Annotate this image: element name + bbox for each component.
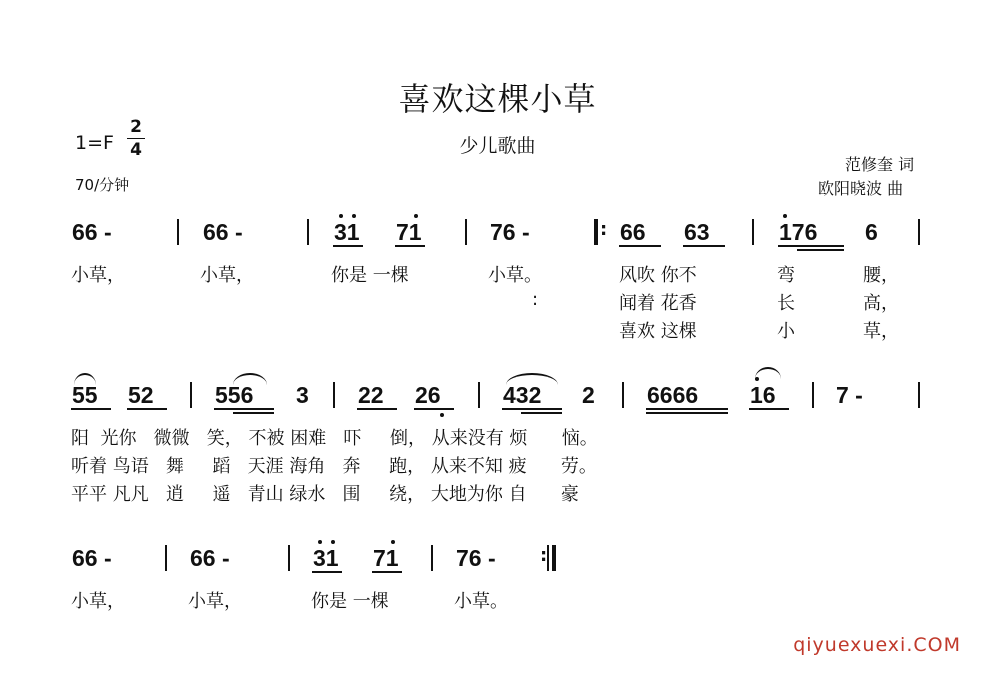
barline bbox=[622, 382, 624, 408]
high-octave-dot bbox=[352, 214, 356, 218]
measure-5-beat-2: 63 bbox=[684, 219, 710, 245]
lyric: 你是 一棵 bbox=[331, 265, 409, 286]
lyric-verse-3: 平平 凡凡 逍 遥 青山 绿水 围 绕， 大地为你 自 豪 bbox=[71, 484, 579, 505]
measure-6-beat-1: 176 bbox=[779, 219, 818, 245]
lyric: 高， bbox=[863, 293, 899, 314]
repeat-dots: : bbox=[540, 545, 548, 566]
sixteenth-underline bbox=[797, 249, 844, 251]
measure-8-beat-1: 556 bbox=[215, 382, 254, 408]
key-signature: 1=F bbox=[75, 132, 114, 154]
high-octave-dot bbox=[331, 540, 335, 544]
repeat-end-barline-thick bbox=[552, 545, 556, 571]
high-octave-dot bbox=[391, 540, 395, 544]
slur bbox=[755, 367, 781, 379]
barline bbox=[478, 382, 480, 408]
eighth-underline bbox=[502, 408, 562, 410]
measure-8-beat-2: 3 bbox=[296, 382, 309, 408]
eighth-underline bbox=[778, 245, 844, 247]
barline bbox=[333, 382, 335, 408]
measure-1: 66 - bbox=[72, 219, 112, 245]
lyric-verse-2: 听着 鸟语 舞 蹈 天涯 海角 奔 跑， 从来不知 疲 劳。 bbox=[71, 456, 597, 477]
measure-9-beat-1: 22 bbox=[358, 382, 384, 408]
low-octave-dot bbox=[440, 413, 444, 417]
barline bbox=[812, 382, 814, 408]
measure-11-beat-1: 6666 bbox=[647, 382, 699, 408]
repeat-lyric-marker: : bbox=[532, 289, 539, 310]
measure-14: 66 - bbox=[190, 545, 230, 571]
measure-7-beat-1: 55 bbox=[72, 382, 98, 408]
lyric-verse-1: 阳 光你 微微 笑， 不被 困难 吓 倒， 从来没有 烦 恼。 bbox=[71, 428, 598, 449]
fraction-bar bbox=[127, 138, 145, 139]
song-subtitle: 少儿歌曲 bbox=[459, 135, 536, 157]
measure-10-beat-1: 432 bbox=[503, 382, 542, 408]
barline bbox=[165, 545, 167, 571]
tempo-marking: 70/分钟 bbox=[75, 176, 130, 194]
lyric: 草， bbox=[863, 321, 899, 342]
lyric: 闻着 花香 bbox=[619, 293, 697, 314]
repeat-dots: : bbox=[600, 219, 608, 240]
lyric: 喜欢 这棵 bbox=[619, 321, 697, 342]
barline bbox=[177, 219, 179, 245]
lyric: 小草， bbox=[71, 591, 125, 612]
eighth-underline bbox=[372, 571, 402, 573]
time-signature-bottom: 4 bbox=[130, 140, 142, 160]
measure-13: 66 - bbox=[72, 545, 112, 571]
high-octave-dot bbox=[339, 214, 343, 218]
repeat-end-barline bbox=[547, 545, 549, 571]
measure-3-beat-1: 31 bbox=[334, 219, 360, 245]
measure-2: 66 - bbox=[203, 219, 243, 245]
time-signature-top: 2 bbox=[130, 117, 142, 137]
watermark: qiyuexuexi.COM bbox=[793, 634, 961, 656]
lyric: 小草， bbox=[188, 591, 242, 612]
measure-7-beat-2: 52 bbox=[128, 382, 154, 408]
lyric: 小草， bbox=[71, 265, 125, 286]
lyric: 你是 一棵 bbox=[311, 591, 389, 612]
measure-9-beat-2: 26 bbox=[415, 382, 441, 408]
measure-16: 76 - bbox=[456, 545, 496, 571]
lyric: 腰， bbox=[863, 265, 899, 286]
sixteenth-underline bbox=[646, 412, 728, 414]
lyric: 弯 bbox=[777, 265, 795, 286]
high-octave-dot bbox=[318, 540, 322, 544]
measure-6-beat-2: 6 bbox=[865, 219, 878, 245]
eighth-underline bbox=[357, 408, 397, 410]
sixteenth-underline bbox=[521, 412, 562, 414]
measure-3-beat-2: 71 bbox=[396, 219, 422, 245]
barline bbox=[465, 219, 467, 245]
eighth-underline bbox=[333, 245, 363, 247]
barline bbox=[918, 219, 920, 245]
eighth-underline bbox=[414, 408, 454, 410]
measure-11-beat-2: 16 bbox=[750, 382, 776, 408]
barline bbox=[307, 219, 309, 245]
high-octave-dot bbox=[783, 214, 787, 218]
lyric: 长 bbox=[777, 293, 795, 314]
time-signature bbox=[127, 117, 145, 160]
composer-credit: 欧阳晓波 曲 bbox=[818, 179, 904, 198]
eighth-underline bbox=[71, 408, 111, 410]
measure-15-beat-1: 31 bbox=[313, 545, 339, 571]
measure-12: 7 - bbox=[836, 382, 863, 408]
measure-5-beat-1: 66 bbox=[620, 219, 646, 245]
barline bbox=[752, 219, 754, 245]
eighth-underline bbox=[683, 245, 725, 247]
barline bbox=[288, 545, 290, 571]
lyricist-credit: 范修奎 词 bbox=[845, 155, 915, 174]
barline bbox=[190, 382, 192, 408]
barline bbox=[918, 382, 920, 408]
eighth-underline bbox=[395, 245, 425, 247]
lyric: 小草。 bbox=[488, 265, 542, 286]
lyric: 小草。 bbox=[454, 591, 508, 612]
barline bbox=[431, 545, 433, 571]
eighth-underline bbox=[646, 408, 728, 410]
measure-15-beat-2: 71 bbox=[373, 545, 399, 571]
lyric: 风吹 你不 bbox=[619, 265, 697, 286]
eighth-underline bbox=[214, 408, 274, 410]
eighth-underline bbox=[312, 571, 342, 573]
lyric: 小 bbox=[777, 321, 795, 342]
repeat-start-barline bbox=[594, 219, 598, 245]
eighth-underline bbox=[619, 245, 661, 247]
measure-4: 76 - bbox=[490, 219, 530, 245]
measure-10-beat-2: 2 bbox=[582, 382, 595, 408]
eighth-underline bbox=[127, 408, 167, 410]
high-octave-dot bbox=[755, 377, 759, 381]
eighth-underline bbox=[749, 408, 789, 410]
lyric: 小草， bbox=[200, 265, 254, 286]
song-title: 喜欢这棵小草 bbox=[398, 80, 597, 118]
sixteenth-underline bbox=[233, 412, 274, 414]
high-octave-dot bbox=[414, 214, 418, 218]
